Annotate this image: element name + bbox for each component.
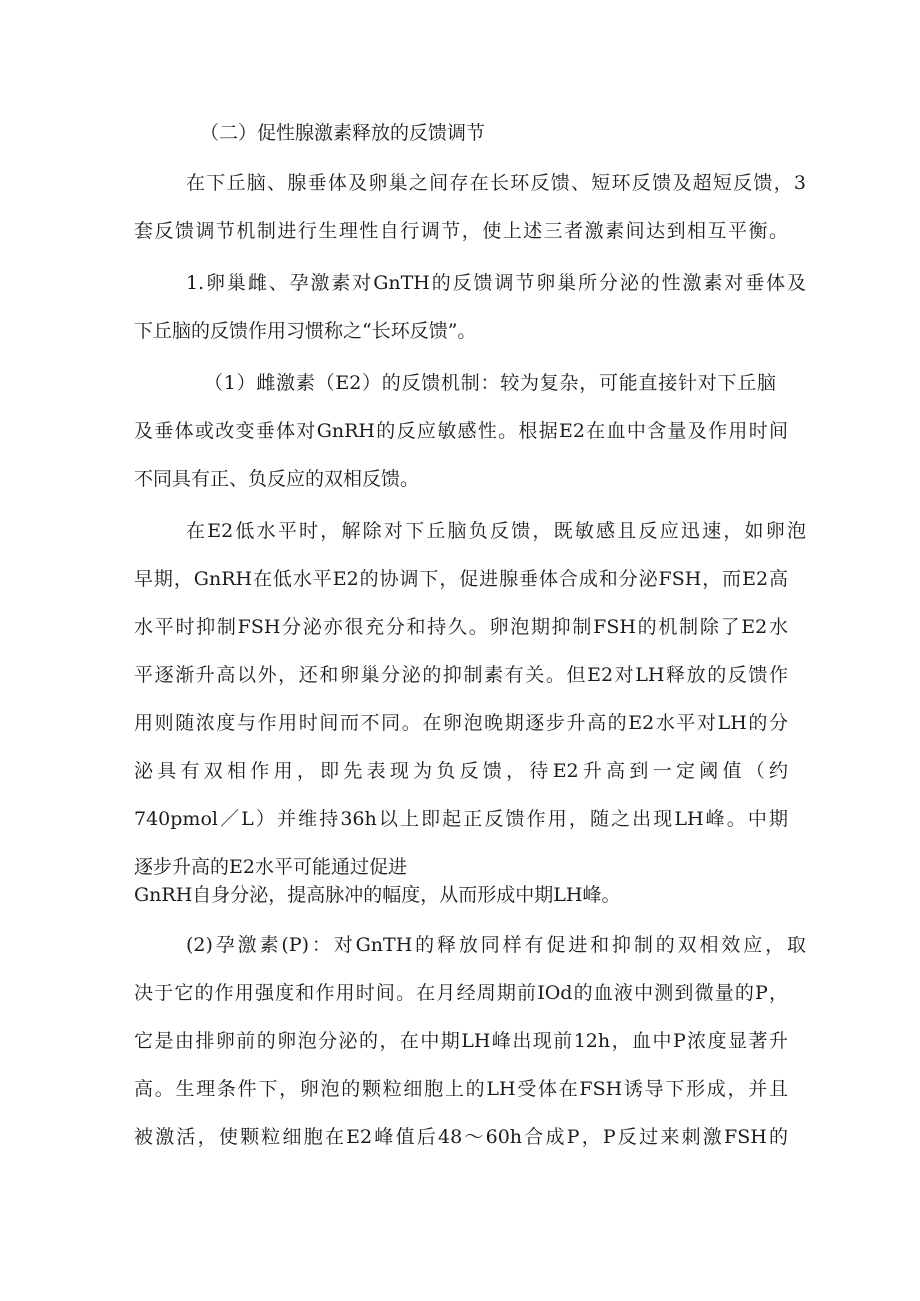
text-line: GnRH自身分泌，提高脉冲的幅度，从而形成中期LH峰。 bbox=[134, 884, 621, 906]
text-line: 早期，GnRH在低水平E2的协调下，促进腺垂体合成和分泌FSH，而E2高 bbox=[134, 568, 788, 590]
text-line: 在下丘脑、腺垂体及卵巢之间存在长环反馈、短环反馈及超短反馈，3 bbox=[186, 172, 806, 194]
text-line: 它是由排卵前的卵泡分泌的，在中期LH峰出现前12h，血中P浓度显著升 bbox=[134, 1030, 788, 1052]
text-line: 套反馈调节机制进行生理性自行调节，使上述三者激素间达到相互平衡。 bbox=[134, 220, 788, 242]
text-line: 逐步升高的E2水平可能通过促进 bbox=[134, 856, 407, 878]
text-line: 740pmol／L）并维持36h以上即起正反馈作用，随之出现LH峰。中期 bbox=[134, 808, 788, 830]
text-line: (2)孕激素(P)：对GnTH的释放同样有促进和抑制的双相效应，取 bbox=[186, 934, 806, 956]
section-heading: （二）促性腺激素释放的反馈调节 bbox=[200, 122, 486, 144]
text-line: 高。生理条件下，卵泡的颗粒细胞上的LH受体在FSH诱导下形成，并且 bbox=[134, 1078, 788, 1100]
text-line: 在E2低水平时，解除对下丘脑负反馈，既敏感且反应迅速，如卵泡 bbox=[186, 520, 806, 542]
text-line: 不同具有正、负反应的双相反馈。 bbox=[134, 468, 420, 490]
text-line: 泌具有双相作用，即先表现为负反馈，待E2升高到一定阈值（约 bbox=[134, 760, 788, 782]
text-line: 下丘脑的反馈作用习惯称之“长环反馈”。 bbox=[134, 320, 477, 342]
text-line: 1.卵巢雌、孕激素对GnTH的反馈调节卵巢所分泌的性激素对垂体及 bbox=[186, 272, 806, 294]
text-line: 被激活，使颗粒细胞在E2峰值后48～60h合成P，P反过来刺激FSH的 bbox=[134, 1126, 788, 1148]
text-line: 用则随浓度与作用时间而不同。在卵泡晚期逐步升高的E2水平对LH的分 bbox=[134, 712, 788, 734]
text-line: 平逐渐升高以外，还和卵巢分泌的抑制素有关。但E2对LH释放的反馈作 bbox=[134, 664, 788, 686]
text-line: 水平时抑制FSH分泌亦很充分和持久。卵泡期抑制FSH的机制除了E2水 bbox=[134, 616, 788, 638]
text-line: 决于它的作用强度和作用时间。在月经周期前IOd的血液中测到微量的P， bbox=[134, 982, 788, 1004]
text-line: （1）雌激素（E2）的反馈机制：较为复杂，可能直接针对下丘脑 bbox=[204, 372, 776, 394]
text-line: 及垂体或改变垂体对GnRH的反应敏感性。根据E2在血中含量及作用时间 bbox=[134, 420, 788, 442]
